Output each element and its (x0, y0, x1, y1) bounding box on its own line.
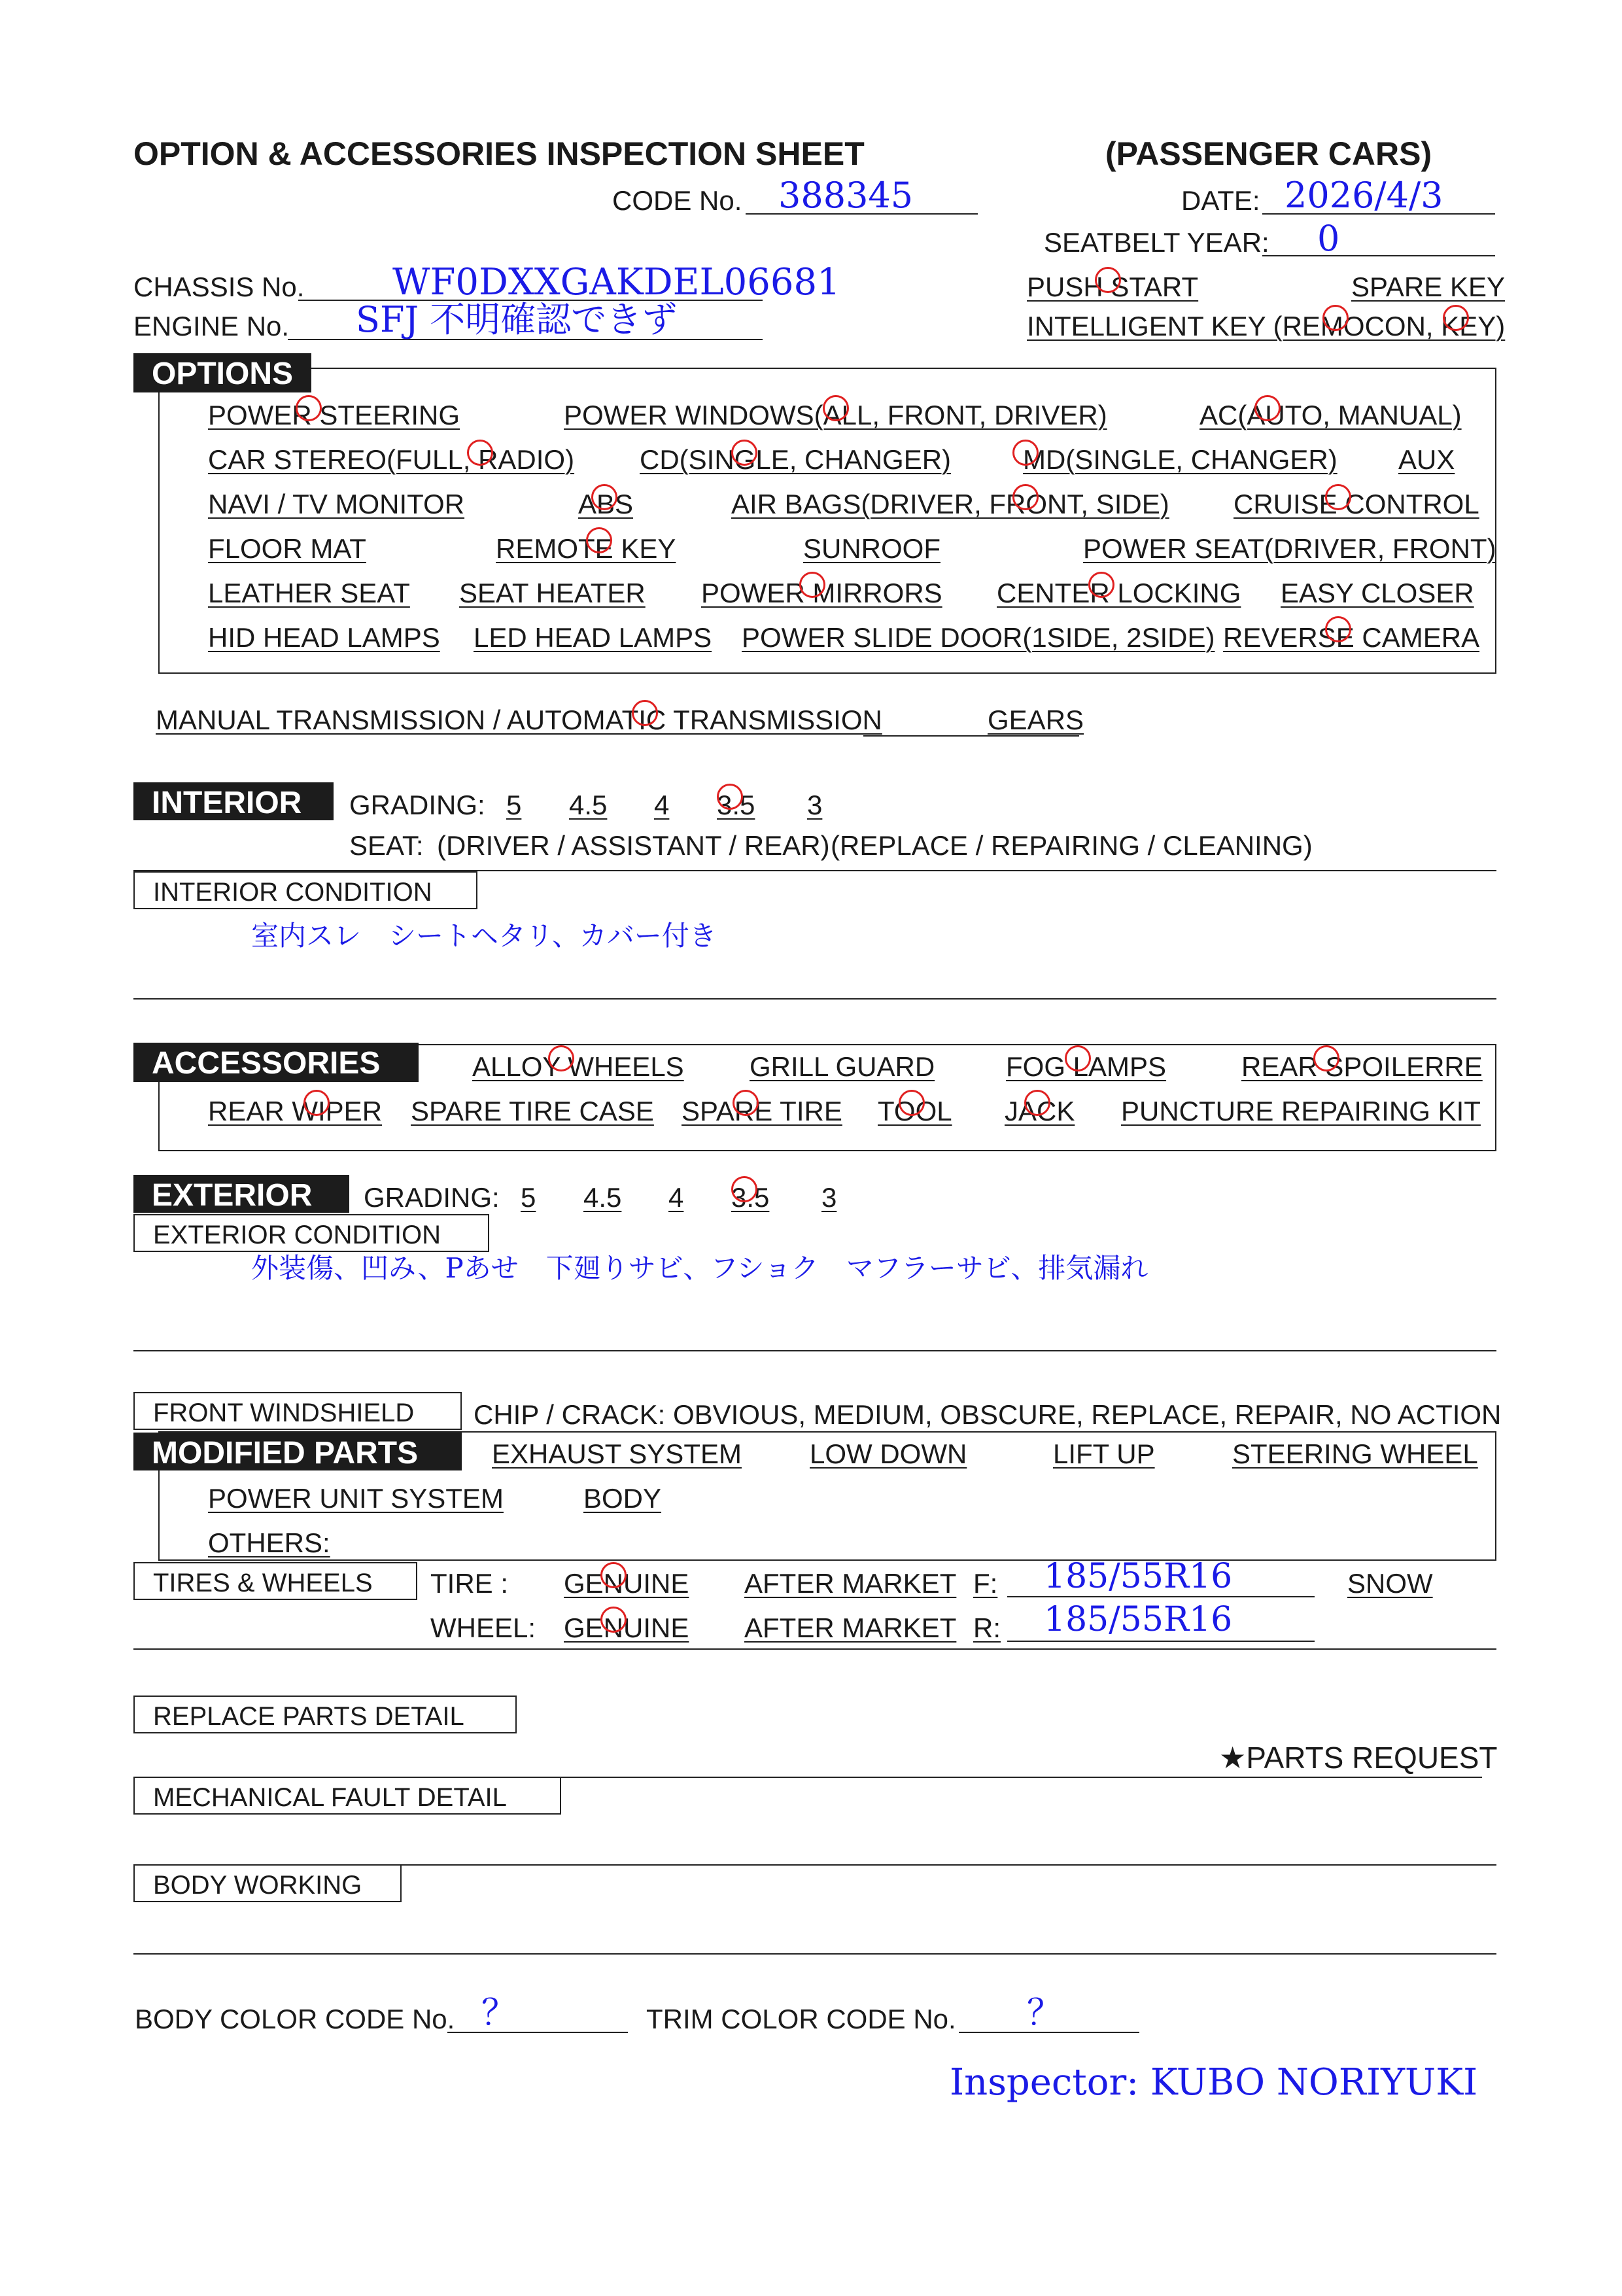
replace-parts-label: REPLACE PARTS DETAIL (133, 1696, 517, 1733)
accessory-spare-tire[interactable]: SPARE TIRE (682, 1096, 842, 1126)
selection-circle (1065, 1045, 1091, 1071)
option-reverse-camera[interactable]: REVERSE CAMERA (1223, 622, 1480, 653)
wheel-rear-underline (1007, 1641, 1315, 1642)
windshield-label: FRONT WINDSHIELD (133, 1392, 462, 1430)
option-car-stereo[interactable]: CAR STEREO(FULL, RADIO) (208, 444, 575, 475)
selection-circle (717, 784, 743, 810)
body-color-underline (447, 2032, 628, 2033)
seat-positions[interactable]: (DRIVER / ASSISTANT / REAR) (437, 830, 830, 861)
tire-genuine[interactable]: GENUINE (564, 1568, 689, 1599)
option-hid-head-lamps[interactable]: HID HEAD LAMPS (208, 622, 440, 653)
option-easy-closer[interactable]: EASY CLOSER (1281, 578, 1474, 608)
option-sunroof[interactable]: SUNROOF (803, 533, 940, 564)
option-power-windows[interactable]: POWER WINDOWS(ALL, FRONT, DRIVER) (564, 400, 1107, 430)
accessory-jack[interactable]: JACK (1005, 1096, 1075, 1126)
selection-circle (1024, 1090, 1050, 1116)
selection-circle (1012, 484, 1039, 510)
interior-condition-note[interactable]: 室内スレ シートヘタリ、カバー付き (251, 920, 717, 952)
tire-front-label: F: (973, 1568, 998, 1599)
modified-lift-up[interactable]: LIFT UP (1053, 1438, 1155, 1469)
accessory-puncture-kit[interactable]: PUNCTURE REPAIRING KIT (1121, 1096, 1481, 1126)
interior-grade-5[interactable]: 5 (506, 790, 522, 820)
selection-circle (467, 440, 493, 466)
tire-after-market[interactable]: AFTER MARKET (744, 1568, 957, 1599)
wheel-rear-label: R: (973, 1612, 1001, 1643)
option-power-seat[interactable]: POWER SEAT(DRIVER, FRONT) (1083, 533, 1496, 564)
intelligent-key-option[interactable]: INTELLIGENT KEY (REMOCON, KEY) (1027, 311, 1506, 341)
accessory-spare-tire-case[interactable]: SPARE TIRE CASE (411, 1096, 654, 1126)
selection-circle (1095, 267, 1121, 293)
accessory-fog-lamps[interactable]: FOG LAMPS (1006, 1051, 1167, 1082)
modified-body[interactable]: BODY (583, 1483, 662, 1514)
tire-front-underline (1007, 1596, 1315, 1597)
tire-label: TIRE : (430, 1568, 509, 1599)
exterior-grading-label: GRADING: (364, 1182, 500, 1213)
selection-circle (632, 700, 658, 726)
mechanical-fault-label: MECHANICAL FAULT DETAIL (133, 1777, 561, 1815)
exterior-condition-note[interactable]: 外装傷、凹み、Pあせ 下廻りサビ、フショク マフラーサビ、排気漏れ (251, 1252, 1148, 1284)
exterior-condition-label: EXTERIOR CONDITION (133, 1214, 489, 1252)
spare-key-option[interactable]: SPARE KEY (1351, 271, 1505, 302)
selection-circle (548, 1045, 574, 1071)
date-value[interactable]: 2026/4/3 (1285, 175, 1443, 216)
option-cd[interactable]: CD(SINGLE, CHANGER) (640, 444, 952, 475)
seatbelt-value[interactable]: 0 (1317, 218, 1340, 259)
interior-condition-label: INTERIOR CONDITION (133, 871, 477, 909)
tire-front-value[interactable]: 185/55R16 (1044, 1557, 1233, 1596)
chassis-label: CHASSIS No. (133, 271, 305, 302)
selection-circle (296, 395, 322, 421)
code-value[interactable]: 388345 (778, 175, 914, 216)
option-center-locking[interactable]: CENTER LOCKING (997, 578, 1241, 608)
code-label: CODE No. (612, 185, 742, 216)
windshield-options[interactable]: CHIP / CRACK: OBVIOUS, MEDIUM, OBSCURE, REPLACE, REPAIR, NO ACTION (474, 1399, 1502, 1430)
exterior-bottom-line (133, 1350, 1496, 1351)
selection-circle (1012, 440, 1039, 466)
option-led-head-lamps[interactable]: LED HEAD LAMPS (474, 622, 712, 653)
selection-circle (799, 572, 825, 598)
modified-exhaust[interactable]: EXHAUST SYSTEM (492, 1438, 742, 1469)
option-abs[interactable]: ABS (578, 489, 634, 519)
option-floor-mat[interactable]: FLOOR MAT (208, 533, 366, 564)
interior-grade-3[interactable]: 3 (807, 790, 823, 820)
trim-color-label: TRIM COLOR CODE No. (646, 2004, 956, 2034)
modified-low-down[interactable]: LOW DOWN (810, 1438, 967, 1469)
selection-circle (1088, 572, 1114, 598)
option-navi-tv[interactable]: NAVI / TV MONITOR (208, 489, 465, 519)
modified-steering-wheel[interactable]: STEERING WHEEL (1232, 1438, 1478, 1469)
selection-circle (823, 395, 849, 421)
transmission-underline (863, 735, 1079, 737)
tire-snow[interactable]: SNOW (1347, 1568, 1433, 1599)
accessory-alloy-wheels[interactable]: ALLOY WHEELS (472, 1051, 684, 1082)
sheet-subtitle: (PASSENGER CARS) (1105, 135, 1432, 172)
push-start-option[interactable]: PUSH START (1027, 271, 1199, 302)
selection-circle (1322, 305, 1349, 331)
modified-header: MODIFIED PARTS (133, 1433, 462, 1470)
date-label: DATE: (1181, 185, 1260, 216)
option-cruise-control[interactable]: CRUISE CONTROL (1234, 489, 1479, 519)
option-power-mirrors[interactable]: POWER MIRRORS (701, 578, 942, 608)
exterior-grade-4[interactable]: 4 (668, 1182, 684, 1213)
interior-grade-4[interactable]: 4 (654, 790, 670, 820)
accessory-grill-guard[interactable]: GRILL GUARD (750, 1051, 935, 1082)
selection-circle (1325, 616, 1351, 642)
accessory-rear-spoiler[interactable]: REAR SPOILERRE (1241, 1051, 1483, 1082)
body-color-label: BODY COLOR CODE No. (135, 2004, 455, 2034)
sheet-title: OPTION & ACCESSORIES INSPECTION SHEET (133, 135, 865, 172)
option-remote-key[interactable]: REMOTE KEY (496, 533, 676, 564)
body-working-bottom-line (133, 1953, 1496, 1955)
wheel-rear-value[interactable]: 185/55R16 (1044, 1600, 1233, 1639)
option-air-bags[interactable]: AIR BAGS(DRIVER, FRONT, SIDE) (731, 489, 1169, 519)
chassis-value[interactable]: WF0DXXGAKDEL06681 (392, 261, 840, 304)
exterior-grade-3-5[interactable]: 3.5 (731, 1182, 770, 1213)
selection-circle (1254, 395, 1281, 421)
trim-color-value[interactable]: ？ (1027, 1992, 1062, 2033)
accessory-rear-wiper[interactable]: REAR WIPER (208, 1096, 383, 1126)
selection-circle (303, 1090, 330, 1116)
selection-circle (1443, 305, 1469, 331)
tires-wheels-label: TIRES & WHEELS (133, 1562, 417, 1600)
selection-circle (733, 1090, 759, 1116)
selection-circle (899, 1090, 925, 1116)
exterior-grade-3[interactable]: 3 (821, 1182, 837, 1213)
body-working-label: BODY WORKING (133, 1864, 402, 1902)
accessory-tool[interactable]: TOOL (878, 1096, 952, 1126)
transmission-option[interactable]: MANUAL TRANSMISSION / AUTOMATIC TRANSMISSION (156, 704, 882, 735)
exterior-grade-4-5[interactable]: 4.5 (583, 1182, 622, 1213)
interior-bottom-line (133, 998, 1496, 1000)
seatbelt-label: SEATBELT YEAR: (1044, 227, 1269, 258)
body-color-value[interactable]: ？ (481, 1992, 517, 2033)
wheel-label: WHEEL: (430, 1612, 536, 1643)
selection-circle (731, 1176, 757, 1202)
selection-circle (731, 440, 757, 466)
seat-actions[interactable]: (REPLACE / REPAIRING / CLEANING) (831, 830, 1313, 861)
tires-bottom-line (133, 1648, 1496, 1650)
parts-request-label[interactable]: ★PARTS REQUEST (1219, 1741, 1498, 1775)
options-header: OPTIONS (133, 353, 311, 392)
modified-power-unit[interactable]: POWER UNIT SYSTEM (208, 1483, 504, 1514)
option-leather-seat[interactable]: LEATHER SEAT (208, 578, 410, 608)
selection-circle (586, 527, 612, 553)
option-power-steering[interactable]: POWER STEERING (208, 400, 460, 430)
exterior-grade-5[interactable]: 5 (521, 1182, 536, 1213)
option-ac[interactable]: AC(AUTO, MANUAL) (1199, 400, 1462, 430)
interior-header: INTERIOR (133, 782, 334, 820)
seatbelt-underline (1262, 255, 1495, 256)
selection-circle (600, 1562, 627, 1588)
option-seat-heater[interactable]: SEAT HEATER (459, 578, 646, 608)
wheel-genuine[interactable]: GENUINE (564, 1612, 689, 1643)
selection-circle (1325, 484, 1351, 510)
selection-circle (1313, 1045, 1339, 1071)
exterior-header: EXTERIOR (133, 1175, 349, 1213)
inspector-name[interactable]: Inspector: KUBO NORIYUKI (950, 2061, 1478, 2104)
selection-circle (600, 1607, 627, 1633)
option-power-slide-door[interactable]: POWER SLIDE DOOR(1SIDE, 2SIDE) (742, 622, 1215, 653)
wheel-after-market[interactable]: AFTER MARKET (744, 1612, 957, 1643)
engine-value[interactable]: SFJ 不明確認できず (356, 299, 678, 340)
accessories-header: ACCESSORIES (133, 1043, 419, 1082)
interior-grade-3-5[interactable]: 3.5 (717, 790, 755, 820)
option-aux[interactable]: AUX (1398, 444, 1455, 475)
selection-circle (591, 484, 617, 510)
interior-grading-label: GRADING: (349, 790, 485, 820)
modified-others[interactable]: OTHERS: (208, 1527, 330, 1558)
engine-label: ENGINE No. (133, 311, 290, 341)
seat-label: SEAT: (349, 830, 424, 861)
gears-label: GEARS (988, 704, 1084, 735)
option-md[interactable]: MD(SINGLE, CHANGER) (1023, 444, 1337, 475)
interior-grade-4-5[interactable]: 4.5 (569, 790, 608, 820)
